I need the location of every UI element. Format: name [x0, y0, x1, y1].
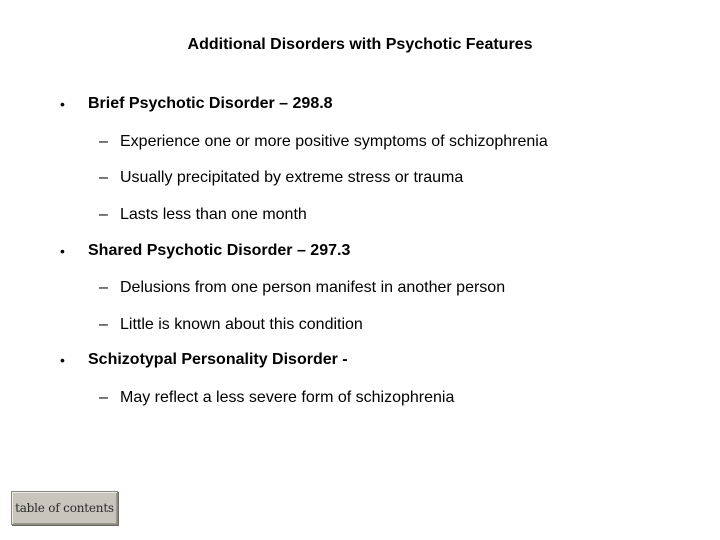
list-item: Experience one or more positive symptoms of schizophrenia [120, 133, 548, 150]
slide-title: Additional Disorders with Psychotic Features [187, 36, 533, 53]
section-heading-schizotypal: Schizotypal Personality Disorder - [88, 351, 348, 368]
list-item: Lasts less than one month [120, 206, 307, 223]
table-of-contents-label: table of contents [15, 501, 114, 515]
table-of-contents-button[interactable] [11, 491, 118, 525]
list-item: Delusions from one person manifest in another person [120, 279, 506, 296]
bullet-icon: • [60, 352, 65, 368]
bullet-icon: • [60, 243, 65, 259]
section-heading-shared-psychotic: Shared Psychotic Disorder – 297.3 [88, 242, 351, 259]
list-item: May reflect a less severe form of schizophrenia [120, 389, 455, 406]
dash-icon: – [99, 279, 108, 296]
list-item: Usually precipitated by extreme stress or trauma [120, 169, 464, 186]
dash-icon: – [99, 316, 108, 333]
bullet-icon: • [60, 96, 65, 112]
dash-icon: – [99, 389, 108, 406]
dash-icon: – [99, 206, 108, 223]
list-item: Little is known about this condition [120, 316, 363, 333]
dash-icon: – [99, 133, 108, 150]
section-heading-brief-psychotic: Brief Psychotic Disorder – 298.8 [88, 95, 333, 112]
dash-icon: – [99, 169, 108, 186]
